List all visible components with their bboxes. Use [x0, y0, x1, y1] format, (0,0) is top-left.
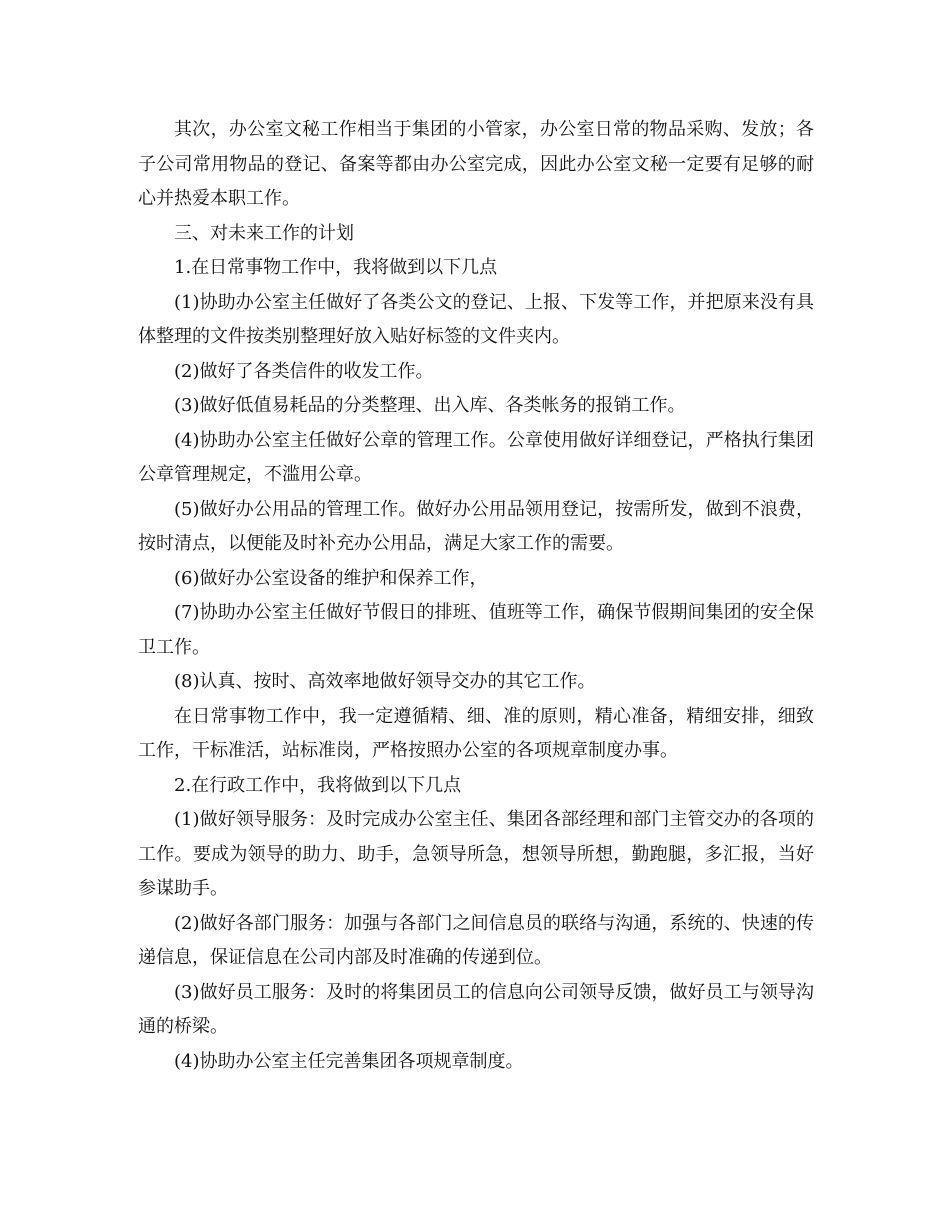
list-item-daily-5: (5)做好办公用品的管理工作。做好办公用品领用登记，按需所发，做到不浪费，按时清点，以便能及时补充办公用品，满足大家工作的需要。: [138, 498, 814, 554]
list-item-daily-1: (1)协助办公室主任做好了各类公文的登记、上报、下发等工作，并把原来没有具体整理的文件按类别整理好放入贴好标签的文件夹内。: [138, 291, 814, 347]
list-item-daily-4: (4)协助办公室主任做好公章的管理工作。公章使用做好详细登记，严格执行集团公章管理规定，不滥用公章。: [138, 429, 814, 485]
subheading-admin-work: 2.在行政工作中，我将做到以下几点: [174, 774, 462, 796]
paragraph-intro-secondly: 其次，办公室文秘工作相当于集团的小管家，办公室日常的物品采购、发放；各子公司常用物品的登记、备案等都由办公室完成，因此办公室文秘一定要有足够的耐心并热爱本职工作。: [138, 119, 814, 209]
document-body: [138, 113, 814, 1079]
list-item-daily-6: (6)做好办公室设备的维护和保养工作，: [174, 567, 488, 589]
subheading-daily-affairs: 1.在日常事物工作中，我将做到以下几点: [174, 257, 498, 278]
list-item-admin-4: (4)协助办公室主任完善集团各项规章制度。: [174, 1050, 524, 1072]
list-item-daily-3: (3)做好低值易耗品的分类整理、出入库、各类帐务的报销工作。: [174, 395, 686, 416]
list-item-daily-2: (2)做好了各类信件的收发工作。: [174, 360, 434, 382]
list-item-daily-7: (7)协助办公室主任做好节假日的排班、值班等工作，确保节假期间集团的安全保卫工作。: [138, 602, 814, 658]
section-heading-future-plan: 三、对未来工作的计划: [174, 222, 354, 244]
paragraph-daily-summary: 在日常事物工作中，我一定遵循精、细、准的原则，精心准备，精细安排，细致工作，干标准活，站标准岗，严格按照办公室的各项规章制度办事。: [138, 705, 814, 761]
list-item-admin-3: (3)做好员工服务：及时的将集团员工的信息向公司领导反馈，做好员工与领导沟通的桥梁。: [138, 981, 814, 1037]
list-item-admin-1: (1)做好领导服务：及时完成办公室主任、集团各部经理和部门主管交办的各项的工作。要成为领导的助力、助手，急领导所急，想领导所想，勤跑腿，多汇报，当好参谋助手。: [138, 809, 814, 899]
list-item-daily-8: (8)认真、按时、高效率地做好领导交办的其它工作。: [174, 671, 596, 692]
list-item-admin-2: (2)做好各部门服务：加强与各部门之间信息员的联络与沟通，系统的、快速的传递信息，保证信息在公司内部及时准确的传递到位。: [138, 912, 814, 968]
